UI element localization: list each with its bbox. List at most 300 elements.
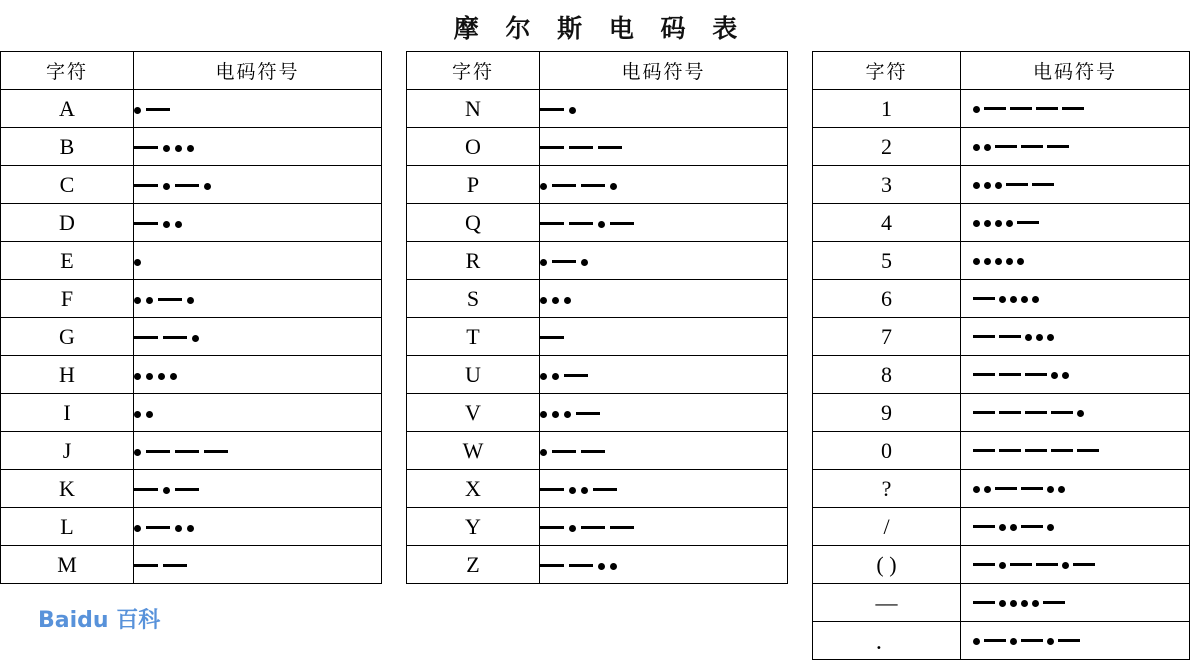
cell-char: S (407, 280, 540, 318)
morse-dash (1077, 449, 1099, 452)
morse-dash (540, 108, 564, 111)
table-row (813, 394, 1190, 432)
morse-dash (581, 184, 605, 187)
table-header-row (407, 52, 788, 90)
morse-dash (1062, 107, 1084, 110)
morse-dot (1010, 600, 1017, 607)
morse-dash (175, 488, 199, 491)
morse-dot (984, 258, 991, 265)
morse-dot (973, 144, 980, 151)
morse-dot (540, 373, 547, 380)
morse-dot (581, 259, 588, 266)
morse-dash (134, 564, 158, 567)
morse-dash (576, 412, 600, 415)
cell-code (961, 394, 1190, 432)
morse-dash (146, 108, 170, 111)
cell-code (961, 204, 1190, 242)
cell-char: 3 (813, 166, 961, 204)
table-row (813, 470, 1190, 508)
morse-dot (187, 525, 194, 532)
morse-table-1 (0, 51, 382, 584)
cell-code (134, 128, 382, 166)
cell-char: ． (813, 622, 961, 660)
morse-dash (540, 488, 564, 491)
morse-dot (1025, 334, 1032, 341)
table-header-row (813, 52, 1190, 90)
cell-char: E (1, 242, 134, 280)
cell-char: H (1, 356, 134, 394)
cell-char: Y (407, 508, 540, 546)
morse-dot (999, 524, 1006, 531)
morse-dot (984, 486, 991, 493)
morse-dash (1006, 183, 1028, 186)
cell-code (540, 546, 788, 584)
table-row (407, 90, 788, 128)
morse-dot (134, 297, 141, 304)
morse-dot (973, 638, 980, 645)
cell-char: F (1, 280, 134, 318)
cell-char: 5 (813, 242, 961, 280)
morse-dash (540, 564, 564, 567)
morse-dot (598, 221, 605, 228)
morse-dot (1051, 372, 1058, 379)
table-row (1, 394, 382, 432)
cell-code (134, 280, 382, 318)
morse-dot (134, 449, 141, 456)
cell-code (961, 584, 1190, 622)
morse-dash (1073, 563, 1095, 566)
table-row (813, 356, 1190, 394)
cell-code (540, 394, 788, 432)
cell-code (961, 166, 1190, 204)
morse-dash (1036, 563, 1058, 566)
cell-code (540, 432, 788, 470)
morse-dash (540, 146, 564, 149)
watermark-text: Baidu 百科 (38, 608, 161, 633)
table-row (813, 318, 1190, 356)
cell-code (961, 280, 1190, 318)
morse-dot (564, 297, 571, 304)
cell-char: N (407, 90, 540, 128)
header-char: 字符 (407, 52, 540, 90)
morse-dot (146, 411, 153, 418)
table-row (407, 394, 788, 432)
table-row (813, 508, 1190, 546)
cell-code (134, 356, 382, 394)
cell-code (540, 242, 788, 280)
table-row (1, 432, 382, 470)
morse-dash (984, 107, 1006, 110)
morse-dot (163, 145, 170, 152)
table-row (1, 318, 382, 356)
cell-code (961, 356, 1190, 394)
morse-dot (163, 183, 170, 190)
page-title: 摩 尔 斯 电 码 表 (453, 14, 747, 43)
header-code: 电码符号 (134, 52, 382, 90)
morse-dash (1025, 373, 1047, 376)
morse-dash (1025, 449, 1047, 452)
cell-code (134, 432, 382, 470)
table-row (813, 546, 1190, 584)
cell-code (134, 470, 382, 508)
table-row (1, 90, 382, 128)
morse-dot (1021, 600, 1028, 607)
morse-dot (175, 145, 182, 152)
morse-dash (1021, 145, 1043, 148)
column-gap-1 (382, 51, 406, 52)
morse-dot (204, 183, 211, 190)
table-body-1 (1, 90, 382, 584)
table-header-row (1, 52, 382, 90)
cell-code (134, 242, 382, 280)
table-row (1, 508, 382, 546)
morse-dot (995, 258, 1002, 265)
cell-char: W (407, 432, 540, 470)
morse-dash (540, 526, 564, 529)
morse-dot (134, 373, 141, 380)
cell-char: O (407, 128, 540, 166)
morse-dot (1032, 296, 1039, 303)
morse-dash (593, 488, 617, 491)
morse-dash (1051, 411, 1073, 414)
morse-dash (564, 374, 588, 377)
cell-char: 0 (813, 432, 961, 470)
morse-dash (1021, 525, 1043, 528)
cell-char: 6 (813, 280, 961, 318)
table-row (1, 470, 382, 508)
cell-char: ( ) (813, 546, 961, 584)
table-row (813, 584, 1190, 622)
cell-char: U (407, 356, 540, 394)
morse-dash (134, 146, 158, 149)
table-row (813, 622, 1190, 660)
cell-code (540, 166, 788, 204)
table-row (407, 204, 788, 242)
morse-dash (540, 336, 564, 339)
cell-code (540, 356, 788, 394)
morse-dot (134, 411, 141, 418)
morse-dash (973, 563, 995, 566)
morse-dash (163, 336, 187, 339)
morse-dot (540, 297, 547, 304)
morse-dot (1047, 486, 1054, 493)
header-code: 电码符号 (540, 52, 788, 90)
table-row (407, 128, 788, 166)
table-row (407, 432, 788, 470)
morse-dash (1010, 563, 1032, 566)
table-row (407, 242, 788, 280)
morse-dash (134, 222, 158, 225)
cell-code (961, 242, 1190, 280)
morse-dash (995, 145, 1017, 148)
morse-dot (1047, 638, 1054, 645)
morse-dot (1010, 296, 1017, 303)
morse-dash (134, 488, 158, 491)
morse-dash (999, 449, 1021, 452)
morse-dash (973, 335, 995, 338)
morse-dot (552, 297, 559, 304)
table-block-digits-symbols (812, 51, 1190, 660)
cell-char: V (407, 394, 540, 432)
morse-dot (146, 297, 153, 304)
cell-code (134, 318, 382, 356)
morse-dot (134, 259, 141, 266)
watermark (38, 603, 160, 634)
morse-dot (1058, 486, 1065, 493)
morse-dash (598, 146, 622, 149)
header-char: 字符 (813, 52, 961, 90)
morse-dash (1017, 221, 1039, 224)
cell-char: 2 (813, 128, 961, 166)
cell-code (540, 204, 788, 242)
morse-dot (158, 373, 165, 380)
morse-dot (1032, 600, 1039, 607)
morse-dash (999, 373, 1021, 376)
morse-dot (552, 373, 559, 380)
table-row (1, 242, 382, 280)
morse-dash (1021, 487, 1043, 490)
morse-table-2 (406, 51, 788, 584)
cell-code (540, 90, 788, 128)
morse-dash (1058, 639, 1080, 642)
cell-code (961, 318, 1190, 356)
cell-char: C (1, 166, 134, 204)
morse-dot (175, 221, 182, 228)
cell-char: J (1, 432, 134, 470)
morse-dash (581, 450, 605, 453)
cell-code (961, 128, 1190, 166)
cell-char: 1 (813, 90, 961, 128)
cell-code (134, 166, 382, 204)
morse-dash (540, 222, 564, 225)
cell-code (540, 128, 788, 166)
morse-dot (973, 106, 980, 113)
morse-table-3 (812, 51, 1190, 660)
cell-char: D (1, 204, 134, 242)
morse-dash (1051, 449, 1073, 452)
table-row (407, 280, 788, 318)
table-row (813, 166, 1190, 204)
morse-dot (973, 258, 980, 265)
cell-char: P (407, 166, 540, 204)
morse-dot (540, 259, 547, 266)
morse-dot (973, 486, 980, 493)
cell-char: K (1, 470, 134, 508)
cell-code (134, 90, 382, 128)
cell-char: ? (813, 470, 961, 508)
morse-dash (610, 526, 634, 529)
cell-code (961, 90, 1190, 128)
morse-dot (187, 145, 194, 152)
morse-dot (1017, 258, 1024, 265)
morse-dash (1021, 639, 1043, 642)
morse-dot (187, 297, 194, 304)
morse-dash (973, 297, 995, 300)
morse-dash (1025, 411, 1047, 414)
table-row (407, 546, 788, 584)
table-row (813, 242, 1190, 280)
cell-code (134, 204, 382, 242)
morse-dot (163, 487, 170, 494)
cell-code (961, 546, 1190, 584)
morse-dash (1047, 145, 1069, 148)
morse-dot (984, 144, 991, 151)
morse-dash (569, 222, 593, 225)
cell-char: I (1, 394, 134, 432)
table-row (1, 546, 382, 584)
morse-dash (973, 373, 995, 376)
cell-char: M (1, 546, 134, 584)
table-row (813, 128, 1190, 166)
cell-code (134, 508, 382, 546)
morse-dot (175, 525, 182, 532)
cell-char: X (407, 470, 540, 508)
morse-dot (995, 182, 1002, 189)
cell-char: 9 (813, 394, 961, 432)
morse-dot (598, 563, 605, 570)
table-row (1, 356, 382, 394)
morse-dash (1036, 107, 1058, 110)
morse-dot (552, 411, 559, 418)
morse-dash (999, 411, 1021, 414)
header-char: 字符 (1, 52, 134, 90)
morse-dot (564, 411, 571, 418)
morse-dot (163, 221, 170, 228)
morse-dot (1062, 562, 1069, 569)
morse-dash (552, 260, 576, 263)
cell-code (961, 470, 1190, 508)
morse-dot (170, 373, 177, 380)
morse-dot (581, 487, 588, 494)
cell-char: A (1, 90, 134, 128)
morse-dash (552, 184, 576, 187)
morse-dot (569, 525, 576, 532)
cell-code (134, 546, 382, 584)
cell-char: R (407, 242, 540, 280)
table-row (407, 356, 788, 394)
morse-dash (569, 146, 593, 149)
table-row (1, 280, 382, 318)
table-block-letters-a-m (0, 51, 382, 584)
morse-dash (158, 298, 182, 301)
cell-code (540, 508, 788, 546)
morse-dash (552, 450, 576, 453)
table-body-3 (813, 90, 1190, 660)
cell-code (540, 318, 788, 356)
morse-dot (1010, 524, 1017, 531)
morse-dot (984, 220, 991, 227)
cell-char: / (813, 508, 961, 546)
morse-dot (973, 220, 980, 227)
cell-char: G (1, 318, 134, 356)
table-row (1, 128, 382, 166)
morse-dot (995, 220, 1002, 227)
morse-dash (163, 564, 187, 567)
cell-code (540, 280, 788, 318)
cell-char: B (1, 128, 134, 166)
cell-char: — (813, 584, 961, 622)
morse-dot (1047, 524, 1054, 531)
morse-dash (973, 449, 995, 452)
morse-dash (146, 450, 170, 453)
morse-dot (1010, 638, 1017, 645)
morse-dot (540, 411, 547, 418)
morse-dash (1032, 183, 1054, 186)
morse-dot (192, 335, 199, 342)
cell-code (134, 394, 382, 432)
table-block-letters-n-z (406, 51, 788, 584)
table-row (813, 90, 1190, 128)
morse-dot (984, 182, 991, 189)
cell-char: 8 (813, 356, 961, 394)
cell-code (961, 432, 1190, 470)
morse-dash (146, 526, 170, 529)
morse-dash (581, 526, 605, 529)
morse-dot (540, 183, 547, 190)
morse-dot (1062, 372, 1069, 379)
morse-dot (134, 107, 141, 114)
table-row (813, 280, 1190, 318)
morse-dot (610, 183, 617, 190)
cell-code (540, 470, 788, 508)
morse-dash (1010, 107, 1032, 110)
morse-dash (973, 601, 995, 604)
morse-dot (973, 182, 980, 189)
table-row (813, 432, 1190, 470)
morse-dot (1077, 410, 1084, 417)
morse-dot (1006, 220, 1013, 227)
morse-dash (984, 639, 1006, 642)
morse-dot (1036, 334, 1043, 341)
morse-dot (1021, 296, 1028, 303)
morse-dot (540, 449, 547, 456)
morse-dash (995, 487, 1017, 490)
table-row (407, 166, 788, 204)
morse-dash (973, 525, 995, 528)
cell-char: Q (407, 204, 540, 242)
morse-dot (569, 107, 576, 114)
cell-char: 7 (813, 318, 961, 356)
table-row (407, 470, 788, 508)
table-row (407, 318, 788, 356)
cell-char: Z (407, 546, 540, 584)
table-row (1, 204, 382, 242)
column-gap-2 (788, 51, 812, 52)
table-row (813, 204, 1190, 242)
morse-dash (175, 450, 199, 453)
header-code: 电码符号 (961, 52, 1190, 90)
morse-dot (999, 296, 1006, 303)
morse-dash (569, 564, 593, 567)
table-row (407, 508, 788, 546)
table-row (1, 166, 382, 204)
table-body-2 (407, 90, 788, 584)
morse-dash (134, 184, 158, 187)
morse-dot (610, 563, 617, 570)
morse-dash (610, 222, 634, 225)
table-container (0, 51, 1200, 660)
morse-dot (1006, 258, 1013, 265)
morse-dash (175, 184, 199, 187)
morse-dot (146, 373, 153, 380)
morse-dash (1043, 601, 1065, 604)
morse-dash (204, 450, 228, 453)
morse-dash (134, 336, 158, 339)
morse-dot (1047, 334, 1054, 341)
cell-char: 4 (813, 204, 961, 242)
morse-dash (973, 411, 995, 414)
morse-dot (999, 562, 1006, 569)
